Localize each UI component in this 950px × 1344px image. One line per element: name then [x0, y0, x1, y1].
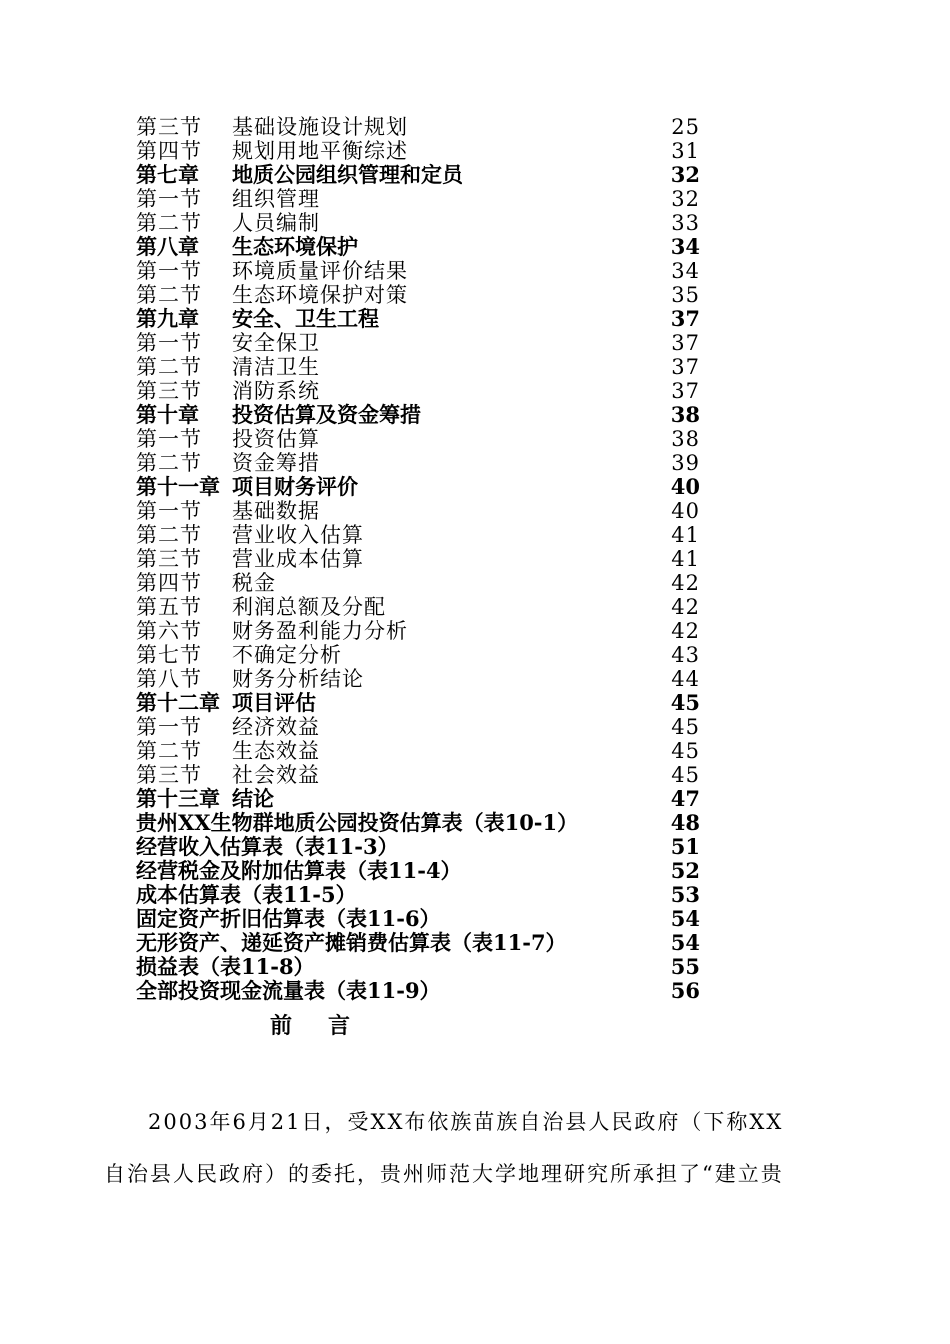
toc-entry-label — [136, 739, 320, 763]
toc-entry-title: 成本估算表（表11-5） — [136, 882, 357, 907]
toc-entry-page: 34 — [671, 259, 700, 283]
toc-entry-number: 第八章 — [136, 234, 199, 259]
toc-entry-title: 结论 — [232, 786, 274, 811]
toc-entry-title: 资金筹措 — [232, 451, 320, 475]
toc-entry-section[interactable] — [136, 715, 706, 739]
preface-paragraph-line: 自治县人民政府）的委托，贵州师范大学地理研究所承担了“建立贵 — [104, 1162, 784, 1186]
toc-entry-page: 47 — [670, 786, 700, 811]
toc-entry-title: 贵州XX生物群地质公园投资估算表（表10-1） — [136, 810, 579, 835]
toc-entry-section[interactable] — [136, 523, 706, 547]
toc-entry-section[interactable] — [136, 355, 706, 379]
toc-entry-label — [136, 235, 358, 259]
toc-entry-page: 48 — [670, 810, 700, 835]
toc-entry-title: 财务分析结论 — [232, 667, 364, 691]
toc-entry-label — [136, 115, 408, 139]
toc-entry-page: 32 — [670, 162, 700, 187]
toc-entry-page: 40 — [670, 474, 700, 499]
toc-entry-page: 37 — [671, 331, 700, 355]
toc-entry-number: 第八节 — [136, 667, 202, 691]
toc-entry-label — [136, 163, 463, 187]
toc-entry-title: 经济效益 — [232, 715, 320, 739]
toc-entry-page: 37 — [671, 379, 700, 403]
toc-entry-label — [136, 715, 320, 739]
toc-entry-number: 第二节 — [136, 451, 202, 475]
toc-entry-chapter[interactable] — [136, 163, 706, 187]
toc-entry-table[interactable] — [136, 979, 706, 1003]
toc-entry-page: 31 — [671, 139, 700, 163]
toc-entry-page: 45 — [671, 739, 700, 763]
toc-entry-page: 33 — [671, 211, 700, 235]
toc-entry-page: 34 — [670, 234, 700, 259]
toc-entry-number: 第三节 — [136, 115, 202, 139]
toc-entry-title: 基础数据 — [232, 499, 320, 523]
toc-entry-number: 第二节 — [136, 739, 202, 763]
toc-entry-page: 41 — [671, 547, 700, 571]
toc-entry-page: 38 — [671, 427, 700, 451]
toc-entry-title: 利润总额及分配 — [232, 595, 386, 619]
toc-entry-page: 55 — [670, 954, 700, 979]
toc-entry-page: 56 — [670, 978, 700, 1003]
toc-entry-section[interactable] — [136, 499, 706, 523]
toc-entry-title: 环境质量评价结果 — [232, 259, 408, 283]
toc-entry-page: 32 — [671, 187, 700, 211]
toc-entry-number: 第二节 — [136, 355, 202, 379]
toc-entry-page: 35 — [671, 283, 700, 307]
toc-entry-number: 第一节 — [136, 187, 202, 211]
toc-entry-section[interactable] — [136, 547, 706, 571]
toc-entry-label — [136, 931, 567, 955]
toc-entry-section[interactable] — [136, 427, 706, 451]
toc-entry-label — [136, 979, 441, 1003]
toc-entry-label — [136, 907, 441, 931]
toc-entry-page: 42 — [671, 595, 700, 619]
toc-entry-title: 人员编制 — [232, 211, 320, 235]
toc-entry-number: 第三节 — [136, 379, 202, 403]
toc-entry-title: 生态效益 — [232, 739, 320, 763]
toc-entry-number: 第九章 — [136, 306, 199, 331]
toc-entry-page: 39 — [671, 451, 700, 475]
toc-entry-section[interactable] — [136, 115, 706, 139]
toc-entry-number: 第十章 — [136, 402, 199, 427]
toc-entry-title: 项目评估 — [232, 690, 316, 715]
toc-entry-label — [136, 523, 364, 547]
toc-entry-table[interactable] — [136, 931, 706, 955]
toc-entry-number: 第六节 — [136, 619, 202, 643]
toc-entry-title: 全部投资现金流量表（表11-9） — [136, 978, 441, 1003]
toc-entry-chapter[interactable] — [136, 403, 706, 427]
toc-entry-section[interactable] — [136, 187, 706, 211]
toc-entry-title: 组织管理 — [232, 187, 320, 211]
toc-entry-title: 营业成本估算 — [232, 547, 364, 571]
toc-entry-section[interactable] — [136, 667, 706, 691]
toc-entry-title: 投资估算 — [232, 427, 320, 451]
toc-entry-page: 42 — [671, 571, 700, 595]
toc-entry-title: 财务盈利能力分析 — [232, 619, 408, 643]
toc-entry-label — [136, 547, 364, 571]
toc-entry-title: 生态环境保护对策 — [232, 283, 408, 307]
toc-entry-title: 经营收入估算表（表11-3） — [136, 834, 399, 859]
toc-entry-number: 第五节 — [136, 595, 202, 619]
toc-entry-page: 45 — [671, 715, 700, 739]
toc-entry-title: 基础设施设计规划 — [232, 115, 408, 139]
toc-entry-number: 第一节 — [136, 259, 202, 283]
toc-entry-label — [136, 691, 316, 715]
toc-entry-page: 53 — [670, 882, 700, 907]
toc-entry-title: 安全保卫 — [232, 331, 320, 355]
toc-entry-number: 第十一章 — [136, 474, 220, 499]
toc-entry-title: 地质公园组织管理和定员 — [232, 162, 463, 187]
toc-entry-page: 51 — [670, 834, 700, 859]
toc-entry-title: 规划用地平衡综述 — [232, 139, 408, 163]
toc-entry-page: 37 — [671, 355, 700, 379]
toc-entry-label — [136, 259, 408, 283]
toc-entry-number: 第三节 — [136, 547, 202, 571]
table-of-contents — [136, 115, 706, 1003]
toc-entry-title: 营业收入估算 — [232, 523, 364, 547]
toc-entry-number: 第七章 — [136, 162, 199, 187]
toc-entry-title: 消防系统 — [232, 379, 320, 403]
toc-entry-number: 第四节 — [136, 139, 202, 163]
preface-paragraph-line: 2003年6月21日，受XX布依族苗族自治县人民政府（下称XX — [148, 1110, 784, 1134]
toc-entry-label — [136, 283, 408, 307]
toc-entry-section[interactable] — [136, 451, 706, 475]
toc-entry-title: 生态环境保护 — [232, 234, 358, 259]
toc-entry-label — [136, 643, 342, 667]
toc-entry-page: 43 — [671, 643, 700, 667]
toc-entry-label — [136, 187, 320, 211]
toc-entry-section[interactable] — [136, 283, 706, 307]
toc-entry-label — [136, 427, 320, 451]
toc-entry-section[interactable] — [136, 739, 706, 763]
toc-entry-number: 第一节 — [136, 427, 202, 451]
toc-entry-chapter[interactable] — [136, 307, 706, 331]
toc-entry-section[interactable] — [136, 595, 706, 619]
toc-entry-number: 第七节 — [136, 643, 202, 667]
toc-entry-label — [136, 835, 399, 859]
toc-entry-number: 第一节 — [136, 331, 202, 355]
toc-entry-number: 第二节 — [136, 211, 202, 235]
toc-entry-title: 无形资产、递延资产摊销费估算表（表11-7） — [136, 930, 567, 955]
toc-entry-page: 45 — [670, 690, 700, 715]
toc-entry-section[interactable] — [136, 643, 706, 667]
toc-entry-label — [136, 859, 462, 883]
toc-entry-section[interactable] — [136, 619, 706, 643]
toc-entry-title: 投资估算及资金筹措 — [232, 402, 421, 427]
toc-entry-number: 第三节 — [136, 763, 202, 787]
toc-entry-title: 不确定分析 — [232, 643, 342, 667]
toc-entry-title: 损益表（表11-8） — [136, 954, 315, 979]
toc-entry-section[interactable] — [136, 331, 706, 355]
toc-entry-label — [136, 499, 320, 523]
toc-entry-chapter[interactable] — [136, 235, 706, 259]
toc-entry-chapter[interactable] — [136, 691, 706, 715]
toc-entry-number: 第十二章 — [136, 690, 220, 715]
toc-entry-page: 42 — [671, 619, 700, 643]
toc-entry-number: 第二节 — [136, 523, 202, 547]
toc-entry-title: 项目财务评价 — [232, 474, 358, 499]
toc-entry-page: 37 — [670, 306, 700, 331]
toc-entry-page: 54 — [670, 930, 700, 955]
toc-entry-label — [136, 883, 357, 907]
toc-entry-label — [136, 211, 320, 235]
toc-entry-section[interactable] — [136, 139, 706, 163]
toc-entry-label — [136, 763, 320, 787]
toc-entry-label — [136, 403, 421, 427]
toc-entry-label — [136, 379, 320, 403]
toc-entry-chapter[interactable] — [136, 787, 706, 811]
toc-entry-title: 安全、卫生工程 — [232, 306, 379, 331]
toc-entry-section[interactable] — [136, 571, 706, 595]
toc-entry-title: 社会效益 — [232, 763, 320, 787]
toc-entry-label — [136, 139, 408, 163]
toc-entry-label — [136, 331, 320, 355]
toc-entry-page: 25 — [671, 115, 700, 139]
preface-body — [104, 1096, 824, 1200]
toc-entry-section[interactable] — [136, 763, 706, 787]
toc-entry-label — [136, 787, 274, 811]
toc-entry-label — [136, 355, 320, 379]
toc-entry-title: 固定资产折旧估算表（表11-6） — [136, 906, 441, 931]
toc-entry-table[interactable] — [136, 859, 706, 883]
toc-entry-number: 第一节 — [136, 499, 202, 523]
toc-entry-title: 税金 — [232, 571, 276, 595]
toc-entry-label — [136, 667, 364, 691]
toc-entry-label — [136, 451, 320, 475]
toc-entry-page: 45 — [671, 763, 700, 787]
toc-entry-number: 第十三章 — [136, 786, 220, 811]
toc-entry-page: 41 — [671, 523, 700, 547]
toc-entry-table[interactable] — [136, 883, 706, 907]
toc-entry-section[interactable] — [136, 211, 706, 235]
toc-entry-table[interactable] — [136, 907, 706, 931]
toc-entry-table[interactable] — [136, 811, 706, 835]
toc-entry-page: 52 — [670, 858, 700, 883]
toc-entry-page: 44 — [671, 667, 700, 691]
toc-entry-page: 40 — [671, 499, 700, 523]
toc-entry-label — [136, 619, 408, 643]
toc-entry-label — [136, 571, 276, 595]
toc-entry-label — [136, 595, 386, 619]
toc-entry-label — [136, 811, 578, 835]
toc-entry-section[interactable] — [136, 379, 706, 403]
toc-entry-title: 经营税金及附加估算表（表11-4） — [136, 858, 462, 883]
toc-entry-label — [136, 307, 379, 331]
toc-entry-page: 38 — [670, 402, 700, 427]
toc-entry-table[interactable] — [136, 835, 706, 859]
toc-entry-number: 第二节 — [136, 283, 202, 307]
toc-entry-chapter[interactable] — [136, 475, 706, 499]
toc-entry-table[interactable] — [136, 955, 706, 979]
toc-entry-title: 清洁卫生 — [232, 355, 320, 379]
preface-heading: 前言 — [270, 1013, 387, 1039]
toc-entry-label — [136, 955, 315, 979]
toc-entry-page: 54 — [670, 906, 700, 931]
toc-entry-number: 第一节 — [136, 715, 202, 739]
toc-entry-label — [136, 475, 358, 499]
toc-entry-section[interactable] — [136, 259, 706, 283]
toc-entry-number: 第四节 — [136, 571, 202, 595]
